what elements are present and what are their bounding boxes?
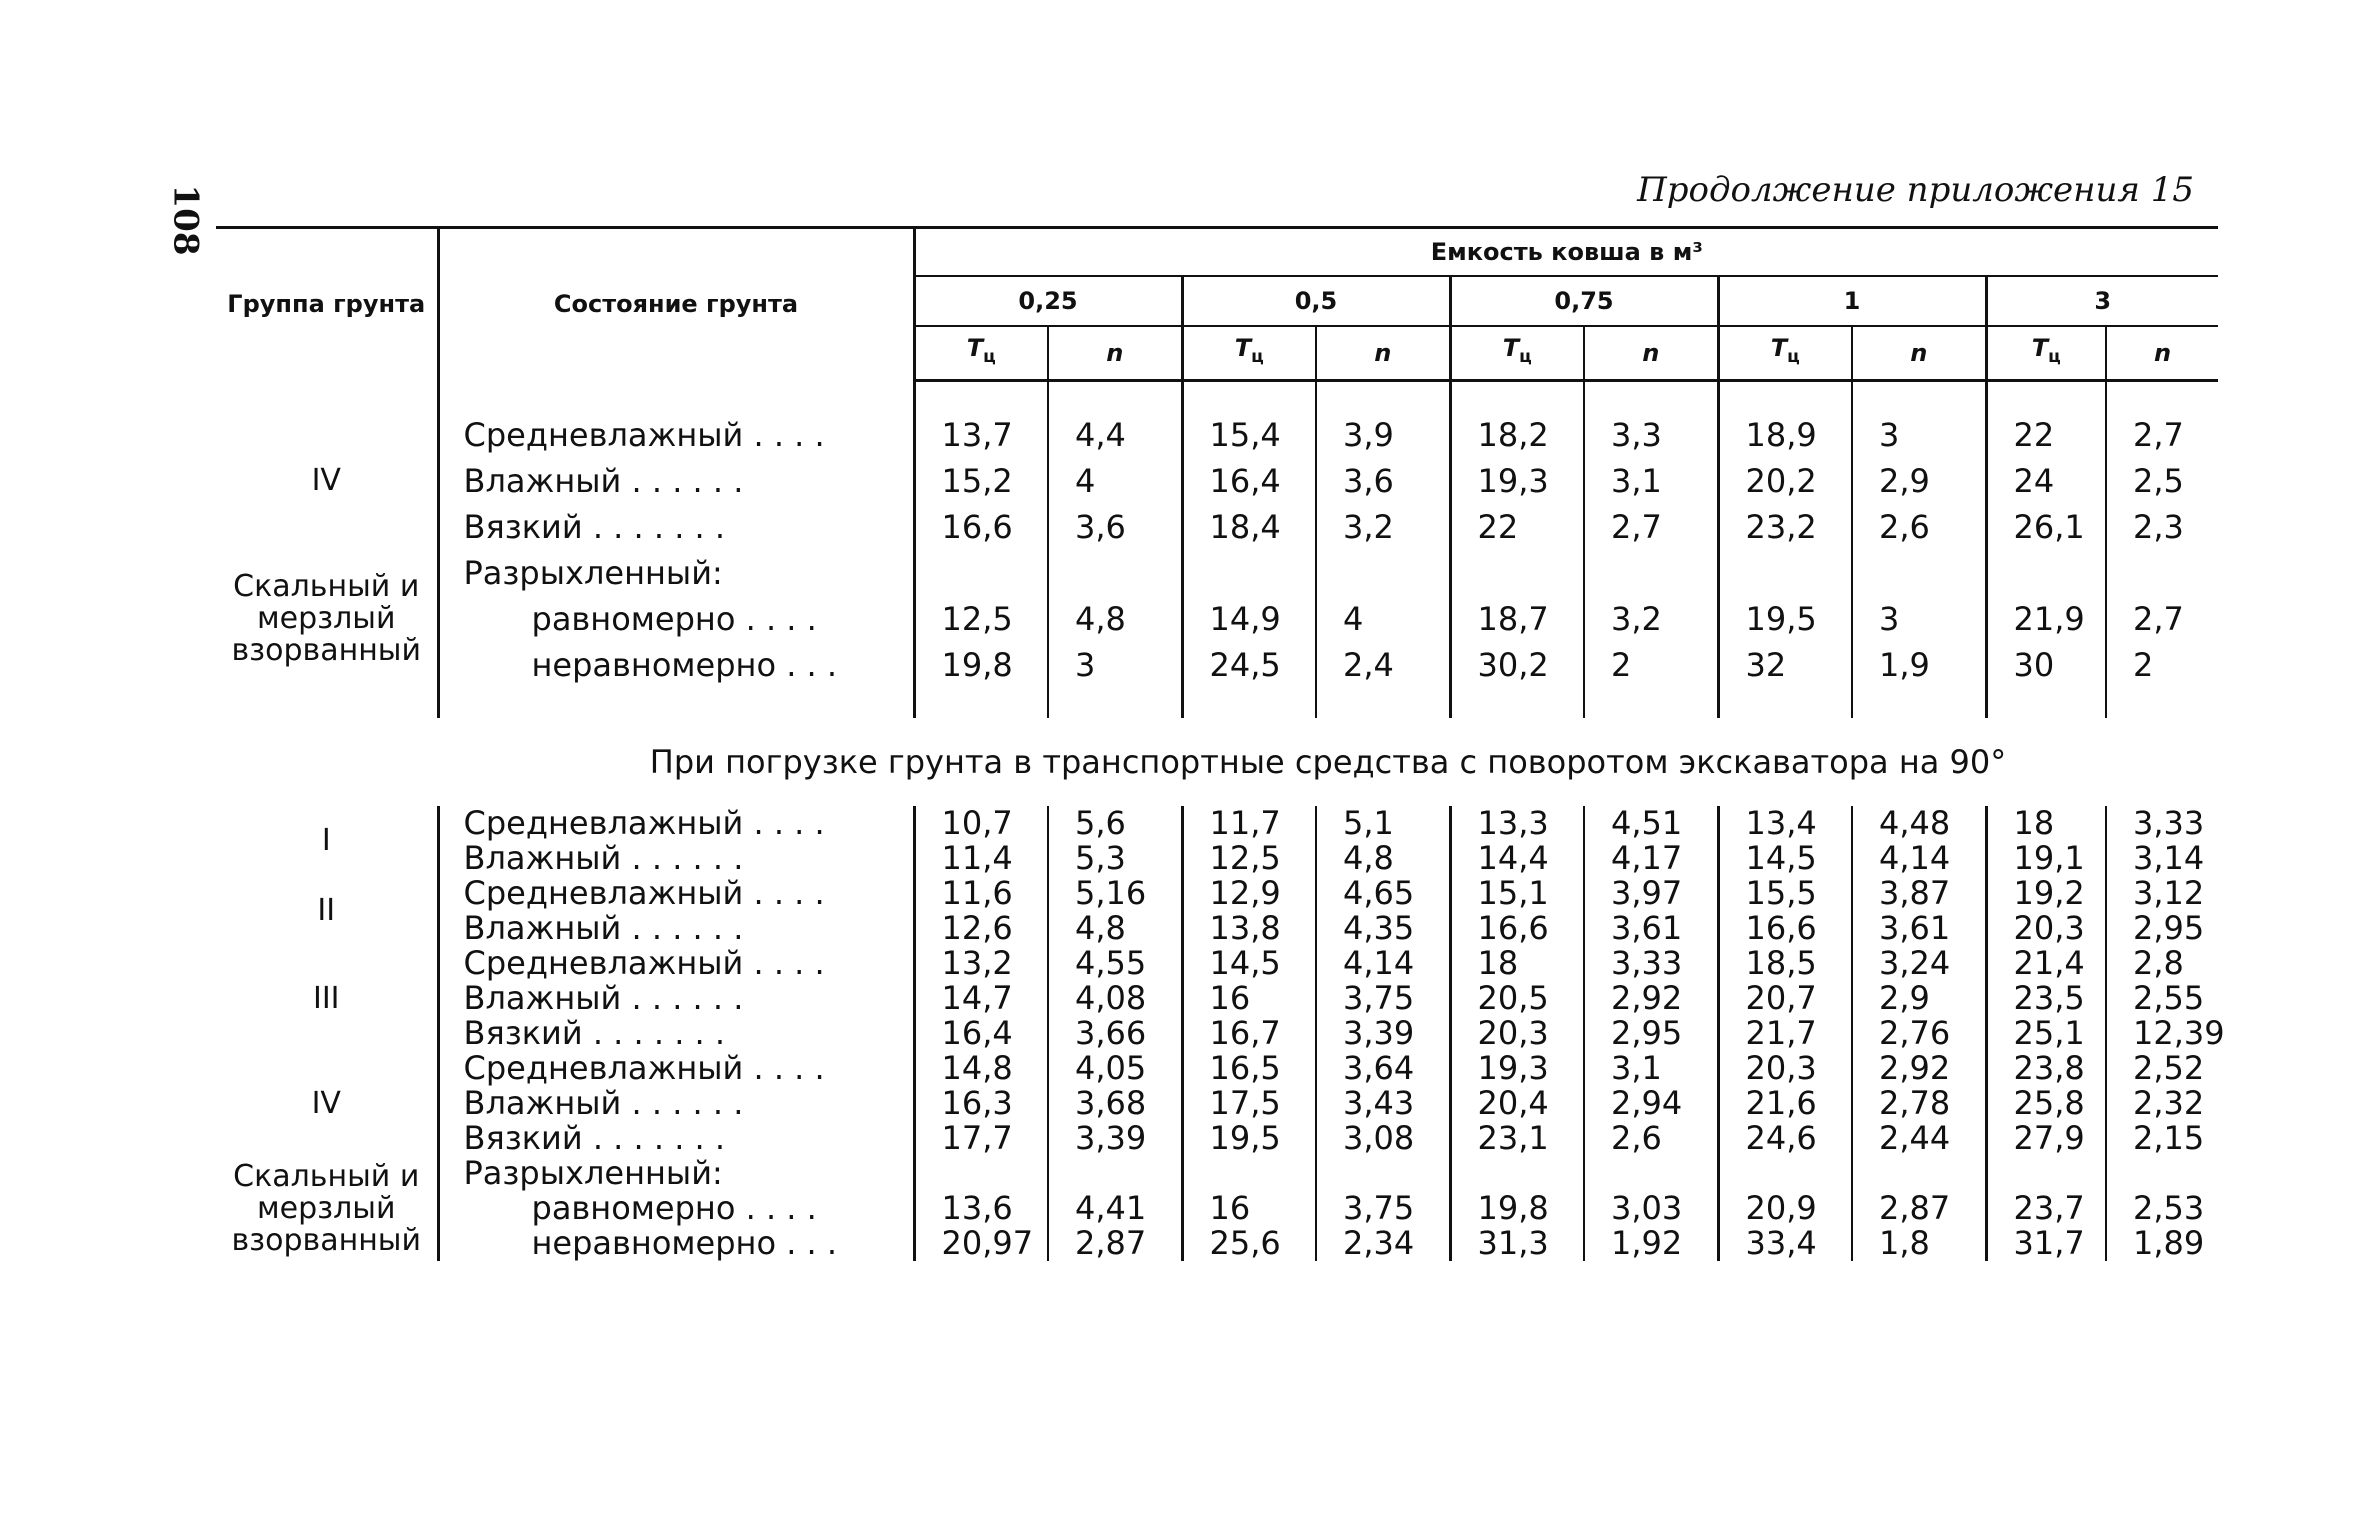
value-n: 3,24	[1852, 946, 1986, 981]
value-tc: 30,2	[1450, 642, 1584, 688]
header-tc-letter: T	[1234, 334, 1252, 363]
group-label: II	[317, 893, 336, 928]
value-n: 2,32	[2106, 1086, 2218, 1121]
value-tc: 14,7	[914, 981, 1048, 1016]
value-tc: 20,4	[1450, 1086, 1584, 1121]
value-tc: 11,7	[1182, 806, 1316, 841]
spacer-cell	[2106, 381, 2218, 413]
value-n: 3,39	[1048, 1121, 1182, 1156]
header-n: n	[1316, 326, 1450, 381]
value-tc: 14,4	[1450, 841, 1584, 876]
value-tc: 31,7	[1986, 1226, 2106, 1261]
state-label: Вязкий . . . . . . .	[438, 1121, 914, 1156]
value-tc: 20,3	[1986, 911, 2106, 946]
header-tc-letter: T	[1770, 334, 1788, 363]
value-tc: 16,7	[1182, 1016, 1316, 1051]
value-tc: 15,2	[914, 458, 1048, 504]
value-tc	[914, 550, 1048, 596]
value-n: 4,14	[1852, 841, 1986, 876]
value-n: 3,68	[1048, 1086, 1182, 1121]
value-n: 2,78	[1852, 1086, 1986, 1121]
value-tc: 18,5	[1718, 946, 1852, 981]
value-tc: 16,6	[1718, 911, 1852, 946]
header-capacity: Емкость ковша в м³	[914, 228, 2218, 277]
value-n: 2,92	[1584, 981, 1718, 1016]
banner-row	[216, 718, 2218, 806]
value-n	[1048, 550, 1182, 596]
value-tc: 13,8	[1182, 911, 1316, 946]
value-n: 4	[1316, 596, 1450, 642]
state-label: неравномерно . . .	[438, 642, 914, 688]
value-n	[1852, 550, 1986, 596]
header-tc	[1182, 326, 1316, 381]
value-n: 1,89	[2106, 1226, 2218, 1261]
value-tc: 18	[1986, 806, 2106, 841]
value-tc	[1986, 550, 2106, 596]
spacer-cell	[1450, 381, 1584, 413]
header-n: n	[1584, 326, 1718, 381]
group-label: IV	[311, 1085, 341, 1121]
spacer-cell	[1718, 381, 1852, 413]
value-n: 2,95	[1584, 1016, 1718, 1051]
value-n: 2,34	[1316, 1226, 1450, 1261]
value-n: 5,6	[1048, 806, 1182, 841]
value-n: 3,6	[1316, 458, 1450, 504]
group-label: IV	[311, 463, 341, 498]
value-tc: 19,1	[1986, 841, 2106, 876]
value-tc	[1450, 1156, 1584, 1191]
value-n: 2,52	[2106, 1051, 2218, 1086]
value-n: 2,53	[2106, 1191, 2218, 1226]
value-n: 3,75	[1316, 981, 1450, 1016]
value-n	[1584, 1156, 1718, 1191]
header-tc-sub: ц	[2048, 346, 2061, 367]
table-row	[216, 1191, 2218, 1226]
table-row	[216, 1226, 2218, 1261]
table-header	[216, 228, 2218, 381]
state-label: Вязкий . . . . . . .	[438, 1016, 914, 1051]
value-n: 2,6	[1852, 504, 1986, 550]
value-tc: 13,4	[1718, 806, 1852, 841]
value-n: 3,97	[1584, 876, 1718, 911]
value-tc: 19,5	[1182, 1121, 1316, 1156]
value-tc: 24,6	[1718, 1121, 1852, 1156]
value-tc: 14,8	[914, 1051, 1048, 1086]
value-n: 4,48	[1852, 806, 1986, 841]
state-label: Разрыхленный:	[438, 550, 914, 596]
header-size: 1	[1718, 276, 1986, 326]
value-n: 5,1	[1316, 806, 1450, 841]
value-n: 4,8	[1316, 841, 1450, 876]
value-tc: 16,4	[1182, 458, 1316, 504]
value-n: 3,61	[1584, 911, 1718, 946]
banner-spacer	[216, 718, 438, 806]
table-row	[216, 946, 2218, 981]
header-tc-letter: T	[2031, 334, 2049, 363]
spacer-cell	[2106, 688, 2218, 718]
value-tc: 13,2	[914, 946, 1048, 981]
value-n: 2,55	[2106, 981, 2218, 1016]
value-tc: 14,5	[1182, 946, 1316, 981]
value-tc	[1450, 550, 1584, 596]
value-tc: 16	[1182, 981, 1316, 1016]
value-tc: 18,7	[1450, 596, 1584, 642]
table-row	[216, 412, 2218, 458]
value-tc: 15,4	[1182, 412, 1316, 458]
value-tc: 23,1	[1450, 1121, 1584, 1156]
value-tc: 21,7	[1718, 1016, 1852, 1051]
value-n: 3	[1048, 642, 1182, 688]
value-n: 4,05	[1048, 1051, 1182, 1086]
value-tc: 10,7	[914, 806, 1048, 841]
spacer-row	[216, 381, 2218, 413]
value-n	[2106, 550, 2218, 596]
value-tc: 30	[1986, 642, 2106, 688]
spacer-cell	[1986, 688, 2106, 718]
header-group: Группа грунта	[216, 228, 438, 381]
excavator-table	[216, 226, 2225, 1262]
value-tc: 19,5	[1718, 596, 1852, 642]
table-row	[216, 1086, 2218, 1121]
value-n: 3,33	[1584, 946, 1718, 981]
table-row	[216, 876, 2218, 911]
spacer-cell	[1986, 381, 2106, 413]
value-tc: 23,7	[1986, 1191, 2106, 1226]
state-label: Влажный . . . . . .	[438, 458, 914, 504]
value-n: 3	[1852, 596, 1986, 642]
table-row	[216, 981, 2218, 1016]
header-tc	[1718, 326, 1852, 381]
value-tc: 14,9	[1182, 596, 1316, 642]
value-n	[2106, 1156, 2218, 1191]
value-n: 3,39	[1316, 1016, 1450, 1051]
spacer-cell	[1182, 688, 1316, 718]
spacer-cell	[1584, 381, 1718, 413]
spacer-cell	[1182, 381, 1316, 413]
value-n: 3,3	[1584, 412, 1718, 458]
value-tc: 17,7	[914, 1121, 1048, 1156]
section-banner: При погрузке грунта в транспортные средства с поворотом экскаватора на 90°	[649, 742, 2007, 781]
value-tc: 18	[1450, 946, 1584, 981]
value-tc: 22	[1450, 504, 1584, 550]
state-label: Влажный . . . . . .	[438, 1086, 914, 1121]
state-label: Средневлажный . . . .	[438, 946, 914, 981]
header-n: n	[1852, 326, 1986, 381]
value-n: 2	[1584, 642, 1718, 688]
value-n: 4,55	[1048, 946, 1182, 981]
group-label: I	[321, 823, 331, 858]
value-n: 3,03	[1584, 1191, 1718, 1226]
value-tc: 12,6	[914, 911, 1048, 946]
header-tc-sub: ц	[1787, 346, 1800, 367]
table-row	[216, 1051, 2218, 1086]
value-n: 2,7	[1584, 504, 1718, 550]
value-n: 2	[2106, 642, 2218, 688]
value-tc	[1718, 550, 1852, 596]
value-n: 3,87	[1852, 876, 1986, 911]
spacer-cell	[1852, 381, 1986, 413]
table-row	[216, 806, 2218, 841]
value-n: 1,9	[1852, 642, 1986, 688]
header-size: 0,75	[1450, 276, 1718, 326]
value-tc: 16,5	[1182, 1051, 1316, 1086]
value-tc: 25,8	[1986, 1086, 2106, 1121]
value-n: 3,2	[1316, 504, 1450, 550]
value-n: 2,92	[1852, 1051, 1986, 1086]
value-tc: 15,1	[1450, 876, 1584, 911]
value-n: 2,3	[2106, 504, 2218, 550]
value-n: 3,08	[1316, 1121, 1450, 1156]
value-n: 3,2	[1584, 596, 1718, 642]
value-n	[1316, 1156, 1450, 1191]
value-tc: 13,6	[914, 1191, 1048, 1226]
table-row	[216, 1121, 2218, 1156]
value-tc: 15,5	[1718, 876, 1852, 911]
value-tc: 20,2	[1718, 458, 1852, 504]
value-n: 3,1	[1584, 1051, 1718, 1086]
value-tc: 14,5	[1718, 841, 1852, 876]
value-tc: 19,8	[1450, 1191, 1584, 1226]
state-label: равномерно . . . .	[438, 1191, 914, 1226]
spacer-cell	[1048, 688, 1182, 718]
value-tc: 16,6	[914, 504, 1048, 550]
spacer-cell	[1048, 381, 1182, 413]
value-n: 4,17	[1584, 841, 1718, 876]
state-label: Средневлажный . . . .	[438, 412, 914, 458]
value-n: 4,51	[1584, 806, 1718, 841]
state-label: Разрыхленный:	[438, 1156, 914, 1191]
value-n: 3,75	[1316, 1191, 1450, 1226]
value-tc: 22	[1986, 412, 2106, 458]
value-n: 3,33	[2106, 806, 2218, 841]
state-label: Влажный . . . . . .	[438, 981, 914, 1016]
value-n: 4,4	[1048, 412, 1182, 458]
value-tc: 12,9	[1182, 876, 1316, 911]
value-n: 4,8	[1048, 596, 1182, 642]
table-row	[216, 458, 2218, 504]
value-tc: 19,3	[1450, 458, 1584, 504]
table-row	[216, 642, 2218, 688]
spacer-cell	[1852, 688, 1986, 718]
value-n: 2,87	[1048, 1226, 1182, 1261]
value-n: 2,8	[2106, 946, 2218, 981]
group-label: III	[312, 980, 340, 1016]
value-n: 3,14	[2106, 841, 2218, 876]
header-tc-sub: ц	[983, 346, 996, 367]
value-n: 4	[1048, 458, 1182, 504]
value-n	[1584, 550, 1718, 596]
table-row	[216, 1156, 2218, 1191]
value-tc: 32	[1718, 642, 1852, 688]
value-tc: 20,7	[1718, 981, 1852, 1016]
table-row	[216, 911, 2218, 946]
value-n: 3,12	[2106, 876, 2218, 911]
value-n: 2,6	[1584, 1121, 1718, 1156]
value-tc: 11,6	[914, 876, 1048, 911]
value-tc: 11,4	[914, 841, 1048, 876]
value-tc	[914, 1156, 1048, 1191]
value-n	[1316, 550, 1450, 596]
header-tc-sub: ц	[1519, 346, 1532, 367]
page-number: 108	[165, 184, 206, 256]
state-label: Влажный . . . . . .	[438, 911, 914, 946]
value-n: 3,61	[1852, 911, 1986, 946]
value-tc: 26,1	[1986, 504, 2106, 550]
spacer-cell	[438, 688, 914, 718]
value-n: 12,39	[2106, 1016, 2218, 1051]
value-n: 4,35	[1316, 911, 1450, 946]
value-n: 5,3	[1048, 841, 1182, 876]
spacer-cell	[216, 381, 438, 413]
value-tc: 18,2	[1450, 412, 1584, 458]
value-tc: 12,5	[1182, 841, 1316, 876]
spacer-cell	[1450, 688, 1584, 718]
value-n: 2,15	[2106, 1121, 2218, 1156]
continuation-title: Продолжение приложения 15	[1637, 170, 2194, 210]
header-n: n	[1048, 326, 1182, 381]
value-n: 2,44	[1852, 1121, 1986, 1156]
value-tc: 16,4	[914, 1016, 1048, 1051]
state-label: Средневлажный . . . .	[438, 806, 914, 841]
spacer-row	[216, 688, 2218, 718]
value-tc	[1718, 1156, 1852, 1191]
table-row	[216, 841, 2218, 876]
state-label: неравномерно . . .	[438, 1226, 914, 1261]
value-n: 2,76	[1852, 1016, 1986, 1051]
value-n: 2,7	[2106, 412, 2218, 458]
value-n: 3,64	[1316, 1051, 1450, 1086]
value-n: 2,9	[1852, 981, 1986, 1016]
value-n: 2,7	[2106, 596, 2218, 642]
value-n: 3,6	[1048, 504, 1182, 550]
value-n: 4,8	[1048, 911, 1182, 946]
value-tc: 21,4	[1986, 946, 2106, 981]
value-tc: 23,5	[1986, 981, 2106, 1016]
value-tc: 19,8	[914, 642, 1048, 688]
value-n	[1048, 1156, 1182, 1191]
header-tc	[1450, 326, 1584, 381]
value-n: 1,8	[1852, 1226, 1986, 1261]
value-n: 3	[1852, 412, 1986, 458]
value-tc: 19,3	[1450, 1051, 1584, 1086]
value-tc: 20,3	[1450, 1016, 1584, 1051]
value-n: 2,94	[1584, 1086, 1718, 1121]
value-tc: 23,2	[1718, 504, 1852, 550]
value-tc: 24,5	[1182, 642, 1316, 688]
value-tc: 27,9	[1986, 1121, 2106, 1156]
spacer-cell	[1718, 688, 1852, 718]
value-tc: 17,5	[1182, 1086, 1316, 1121]
value-tc: 25,1	[1986, 1016, 2106, 1051]
state-label: Средневлажный . . . .	[438, 1051, 914, 1086]
spacer-cell	[914, 381, 1048, 413]
spacer-cell	[1316, 688, 1450, 718]
header-size: 3	[1986, 276, 2218, 326]
value-tc: 33,4	[1718, 1226, 1852, 1261]
value-n: 5,16	[1048, 876, 1182, 911]
header-tc-letter: T	[1502, 334, 1520, 363]
state-label: Вязкий . . . . . . .	[438, 504, 914, 550]
value-tc: 12,5	[914, 596, 1048, 642]
value-tc: 19,2	[1986, 876, 2106, 911]
spacer-cell	[1316, 381, 1450, 413]
value-n	[1852, 1156, 1986, 1191]
group-label: Скальный и мерзлый взорванный	[231, 569, 421, 668]
header-n: n	[2106, 326, 2218, 381]
value-tc: 16	[1182, 1191, 1316, 1226]
value-tc: 13,3	[1450, 806, 1584, 841]
header-tc-letter: T	[966, 334, 984, 363]
value-n: 4,65	[1316, 876, 1450, 911]
state-label: Влажный . . . . . .	[438, 841, 914, 876]
value-n: 3,1	[1584, 458, 1718, 504]
value-tc	[1182, 550, 1316, 596]
header-state: Состояние грунта	[438, 228, 914, 381]
value-tc: 23,8	[1986, 1051, 2106, 1086]
value-tc: 20,97	[914, 1226, 1048, 1261]
value-n: 2,9	[1852, 458, 1986, 504]
value-tc	[1182, 1156, 1316, 1191]
value-tc: 20,5	[1450, 981, 1584, 1016]
group-label: Скальный и мерзлый взорванный	[231, 1158, 421, 1258]
value-n: 2,5	[2106, 458, 2218, 504]
table-row	[216, 504, 2218, 550]
value-tc: 31,3	[1450, 1226, 1584, 1261]
value-n: 4,08	[1048, 981, 1182, 1016]
value-n: 2,95	[2106, 911, 2218, 946]
header-tc	[914, 326, 1048, 381]
spacer-cell	[914, 688, 1048, 718]
value-n: 3,43	[1316, 1086, 1450, 1121]
spacer-cell	[216, 688, 438, 718]
value-tc	[1986, 1156, 2106, 1191]
value-tc: 20,3	[1718, 1051, 1852, 1086]
value-n: 4,41	[1048, 1191, 1182, 1226]
value-n: 4,14	[1316, 946, 1450, 981]
value-tc: 18,4	[1182, 504, 1316, 550]
value-tc: 16,6	[1450, 911, 1584, 946]
value-tc: 13,7	[914, 412, 1048, 458]
value-tc: 21,9	[1986, 596, 2106, 642]
state-label: Средневлажный . . . .	[438, 876, 914, 911]
value-tc: 20,9	[1718, 1191, 1852, 1226]
spacer-cell	[438, 381, 914, 413]
header-size: 0,5	[1182, 276, 1450, 326]
value-tc: 24	[1986, 458, 2106, 504]
value-tc: 16,3	[914, 1086, 1048, 1121]
value-tc: 18,9	[1718, 412, 1852, 458]
header-size: 0,25	[914, 276, 1182, 326]
value-tc: 25,6	[1182, 1226, 1316, 1261]
value-tc: 21,6	[1718, 1086, 1852, 1121]
value-n: 3,9	[1316, 412, 1450, 458]
spacer-cell	[1584, 688, 1718, 718]
table-row	[216, 550, 2218, 596]
table-row	[216, 596, 2218, 642]
value-n: 2,87	[1852, 1191, 1986, 1226]
header-tc	[1986, 326, 2106, 381]
value-n: 1,92	[1584, 1226, 1718, 1261]
state-label: равномерно . . . .	[438, 596, 914, 642]
value-n: 3,66	[1048, 1016, 1182, 1051]
value-n: 2,4	[1316, 642, 1450, 688]
header-tc-sub: ц	[1251, 346, 1264, 367]
table-row	[216, 1016, 2218, 1051]
